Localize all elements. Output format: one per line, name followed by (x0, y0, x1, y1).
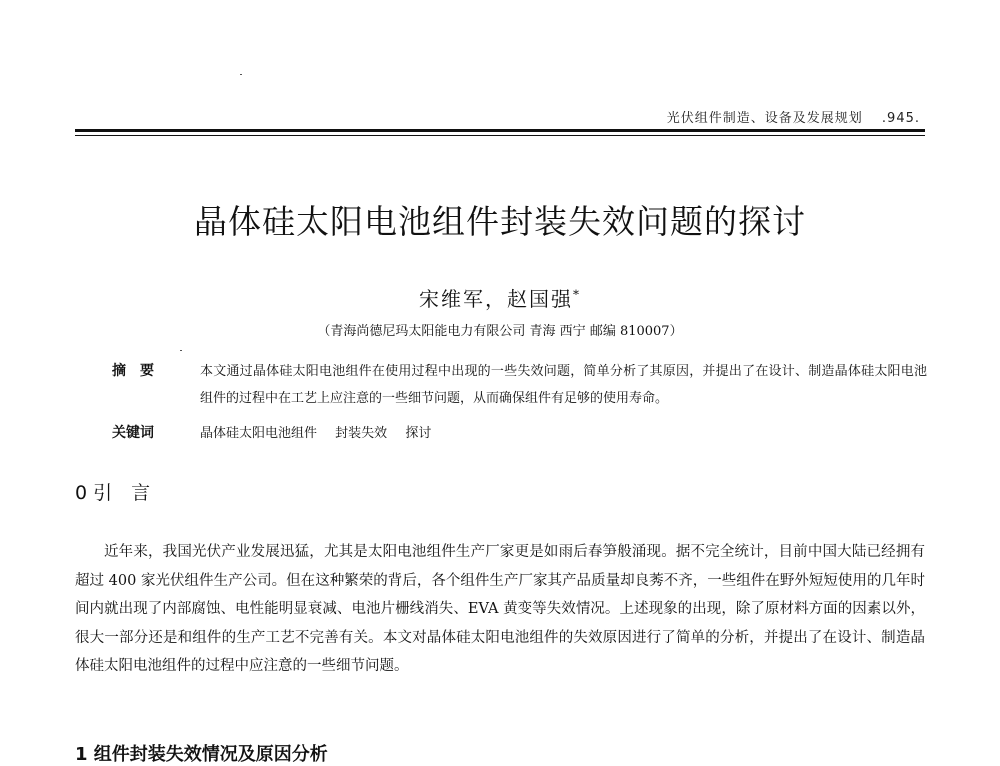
abstract-text: 本文通过晶体硅太阳电池组件在使用过程中出现的一些失效问题，简单分析了其原因，并提出了在设计、制造晶体硅太阳电池组件的过程中在工艺上应注意的一些细节问题，从而确保组件有足够的使用寿命。 (200, 364, 927, 406)
header-rule-thin (75, 135, 925, 136)
paper-title: 晶体硅太阳电池组件封装失效问题的探讨 (194, 202, 806, 241)
section-heading-intro: 0 引 言 (75, 482, 151, 504)
keywords-label: 关键词 (112, 425, 154, 441)
author-mark: * (573, 287, 581, 302)
keyword-item: 探讨 (405, 426, 432, 441)
authors: 宋维军，赵国强 (419, 287, 573, 311)
header-rule-thick (75, 129, 925, 132)
section-heading-1: 1 组件封装失效情况及原因分析 (75, 744, 328, 765)
affiliation: （青海尚德尼玛太阳能电力有限公司 青海 西宁 邮编 810007） (317, 324, 683, 339)
keywords-list (200, 422, 445, 441)
keyword-item: 封装失效 (335, 426, 388, 441)
scan-speck (180, 350, 182, 351)
running-title: 光伏组件制造、设备及发展规划 (666, 111, 863, 126)
intro-paragraph: 近年来，我国光伏产业发展迅猛，尤其是太阳电池组件生产厂家更是如雨后春笋般涌现。据不完全统计，目前中国大陆已经拥有超过 400 家光伏组件生产公司。但在这种繁荣的背后，各个组件生产厂家其产品质量却良莠不齐，一些组件在野外短短使用的几年时间内就出现了内部腐蚀、电性能明显衰减、电池片栅线消失、EVA 黄变等失效情况。上述现象的出现，除了原材料方面的因素以外，很大一部分还是和组件的生产工艺不完善有关。本文对晶体硅太阳电池组件的失效原因进行了简单的分析，并提出了在设计、制造晶体硅太阳电池组件的过程中应注意的一些细节问题。 (75, 544, 925, 675)
author-line (0, 283, 1000, 312)
keyword-item: 晶体硅太阳电池组件 (200, 426, 318, 441)
page-number: .945. (881, 111, 920, 126)
scan-speck (240, 74, 242, 75)
running-header (667, 107, 920, 126)
abstract-label: 摘 要 (112, 363, 154, 379)
